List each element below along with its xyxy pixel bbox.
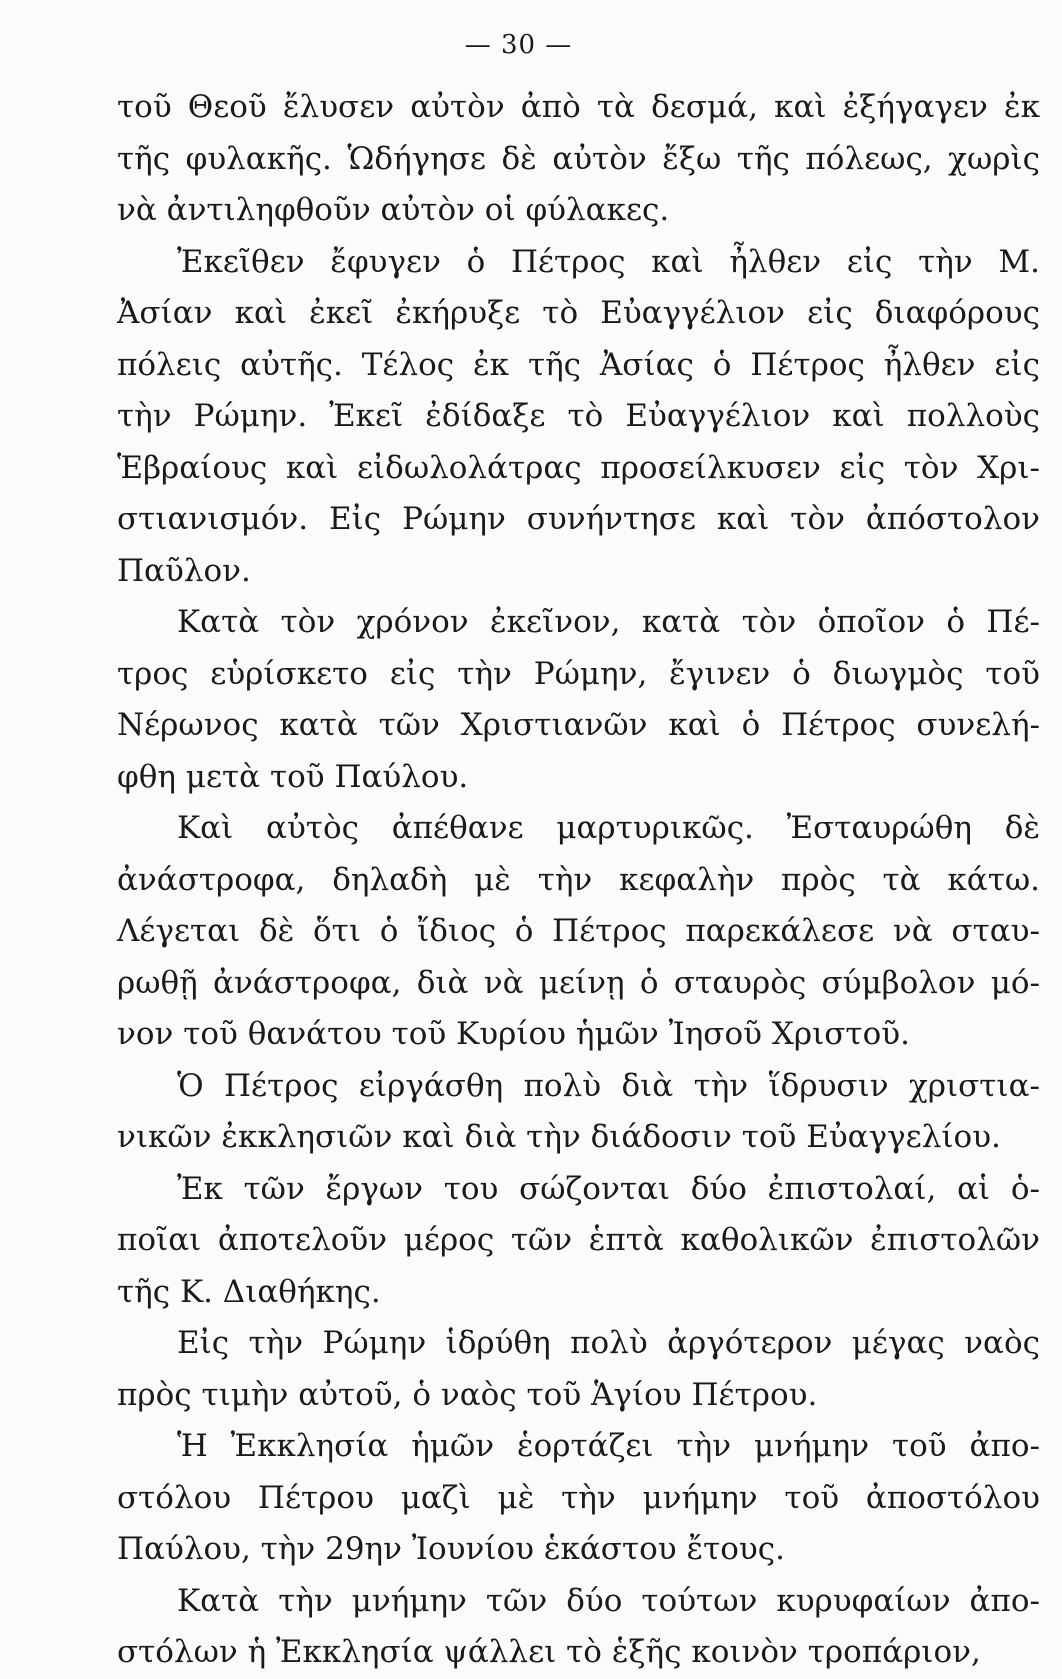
text-line: Εἰς τὴν Ρώμην ἱδρύθη πολὺ ἀργότερον μέγας ναὸς <box>177 1325 1040 1361</box>
text-line: νὰ ἀντιληφθοῦν αὐτὸν οἱ φύλακες. <box>117 192 670 228</box>
text-line: πόλεις αὐτῆς. Τέλος ἐκ τῆς Ἀσίας ὁ Πέτρος ἦλθεν εἰς <box>117 346 1040 383</box>
text-line: στόλων ἡ Ἐκκλησία ψάλλει τὸ ἑξῆς κοινὸν τροπάριον, <box>117 1634 981 1670</box>
text-body <box>117 82 1040 1679</box>
paragraph <box>117 82 1040 237</box>
text-line: Ἑβραίους καὶ εἰδωλολάτρας προσείλκυσεν εἰς τὸν Χρι- <box>117 449 1040 486</box>
text-line: Ὁ Πέτρος εἰργάσθη πολὺ διὰ τὴν ἵδρυσιν χριστια- <box>177 1067 1040 1104</box>
text-line: Παῦλον. <box>117 552 251 589</box>
text-line: Ἐκεῖθεν ἔφυγεν ὁ Πέτρος καὶ ἦλθεν εἰς τὴν Μ. <box>177 243 1040 280</box>
text-line: ρωθῇ ἀνάστροφα, διὰ νὰ μείνῃ ὁ σταυρὸς σύμβολον μό- <box>117 964 1040 1001</box>
text-line: τῆς Κ. Διαθήκης. <box>117 1273 381 1310</box>
text-line: Κατὰ τὸν χρόνον ἐκεῖνον, κατὰ τὸν ὁποῖον ὁ Πέ- <box>177 604 1040 640</box>
text-line: Ἐκ τῶν ἔργων του σώζονται δύο ἐπιστολαί, αἱ ὁ- <box>177 1170 1040 1207</box>
paragraph <box>117 1164 1040 1319</box>
text-line: Ἀσίαν καὶ ἐκεῖ ἐκήρυξε τὸ Εὐαγγέλιον εἰς διαφόρους <box>117 295 1040 331</box>
text-line: στιανισμόν. Εἰς Ρώμην συνήντησε καὶ τὸν ἀπόστολον <box>117 501 1040 537</box>
text-line: πρὸς τιμὴν αὐτοῦ, ὁ ναὸς τοῦ Ἁγίου Πέτρου. <box>117 1376 818 1413</box>
text-line: Κατὰ τὴν μνήμην τῶν δύο τούτων κυρυφαίων ἀπο- <box>177 1582 1040 1619</box>
paragraph <box>117 1421 1040 1576</box>
page-number: — 30 — <box>464 30 573 60</box>
paragraph <box>117 1061 1040 1164</box>
text-line: φθη μετὰ τοῦ Παύλου. <box>117 758 469 795</box>
text-line: Παύλου, τὴν 29ην Ἰουνίου ἑκάστου ἔτους. <box>117 1531 785 1567</box>
text-line: Ἡ Ἐκκλησία ἡμῶν ἑορτάζει τὴν μνήμην τοῦ ἀπο- <box>177 1428 1040 1464</box>
text-line: ποῖαι ἀποτελοῦν μέρος τῶν ἑπτὰ καθολικῶν ἐπιστολῶν <box>117 1222 1040 1258</box>
paragraph <box>117 803 1040 1061</box>
paragraph <box>117 1318 1040 1421</box>
text-line: τὴν Ρώμην. Ἐκεῖ ἐδίδαξε τὸ Εὐαγγέλιον καὶ πολλοὺς <box>117 398 1040 434</box>
paragraph <box>117 1576 1040 1679</box>
text-line: ἀνάστροφα, δηλαδὴ μὲ τὴν κεφαλὴν πρὸς τὰ κάτω. <box>117 861 1040 898</box>
paragraph <box>117 237 1040 598</box>
text-line: Λέγεται δὲ ὅτι ὁ ἴδιος ὁ Πέτρος παρεκάλεσε νὰ σταυ- <box>117 913 1040 949</box>
text-line: στόλου Πέτρου μαζὶ μὲ τὴν μνήμην τοῦ ἀποστόλου <box>117 1479 1040 1516</box>
text-line: Καὶ αὐτὸς ἀπέθανε μαρτυρικῶς. Ἐσταυρώθη δὲ <box>177 810 1040 846</box>
text-line: Νέρωνος κατὰ τῶν Χριστιανῶν καὶ ὁ Πέτρος συνελή- <box>117 707 1040 743</box>
text-line: τῆς φυλακῆς. Ὡδήγησε δὲ αὐτὸν ἔξω τῆς πόλεως, χωρὶς <box>117 140 1040 177</box>
text-line: τρος εὑρίσκετο εἰς τὴν Ρώμην, ἔγινεν ὁ διωγμὸς τοῦ <box>117 655 1040 692</box>
paragraph <box>117 597 1040 803</box>
text-line: νον τοῦ θανάτου τοῦ Κυρίου ἡμῶν Ἰησοῦ Χριστοῦ. <box>117 1016 910 1052</box>
text-line: νικῶν ἐκκλησιῶν καὶ διὰ τὴν διάδοσιν τοῦ Εὐαγγελίου. <box>117 1119 1001 1155</box>
text-line: τοῦ Θεοῦ ἔλυσεν αὐτὸν ἀπὸ τὰ δεσμά, καὶ ἐξήγαγεν ἐκ <box>117 89 1040 125</box>
